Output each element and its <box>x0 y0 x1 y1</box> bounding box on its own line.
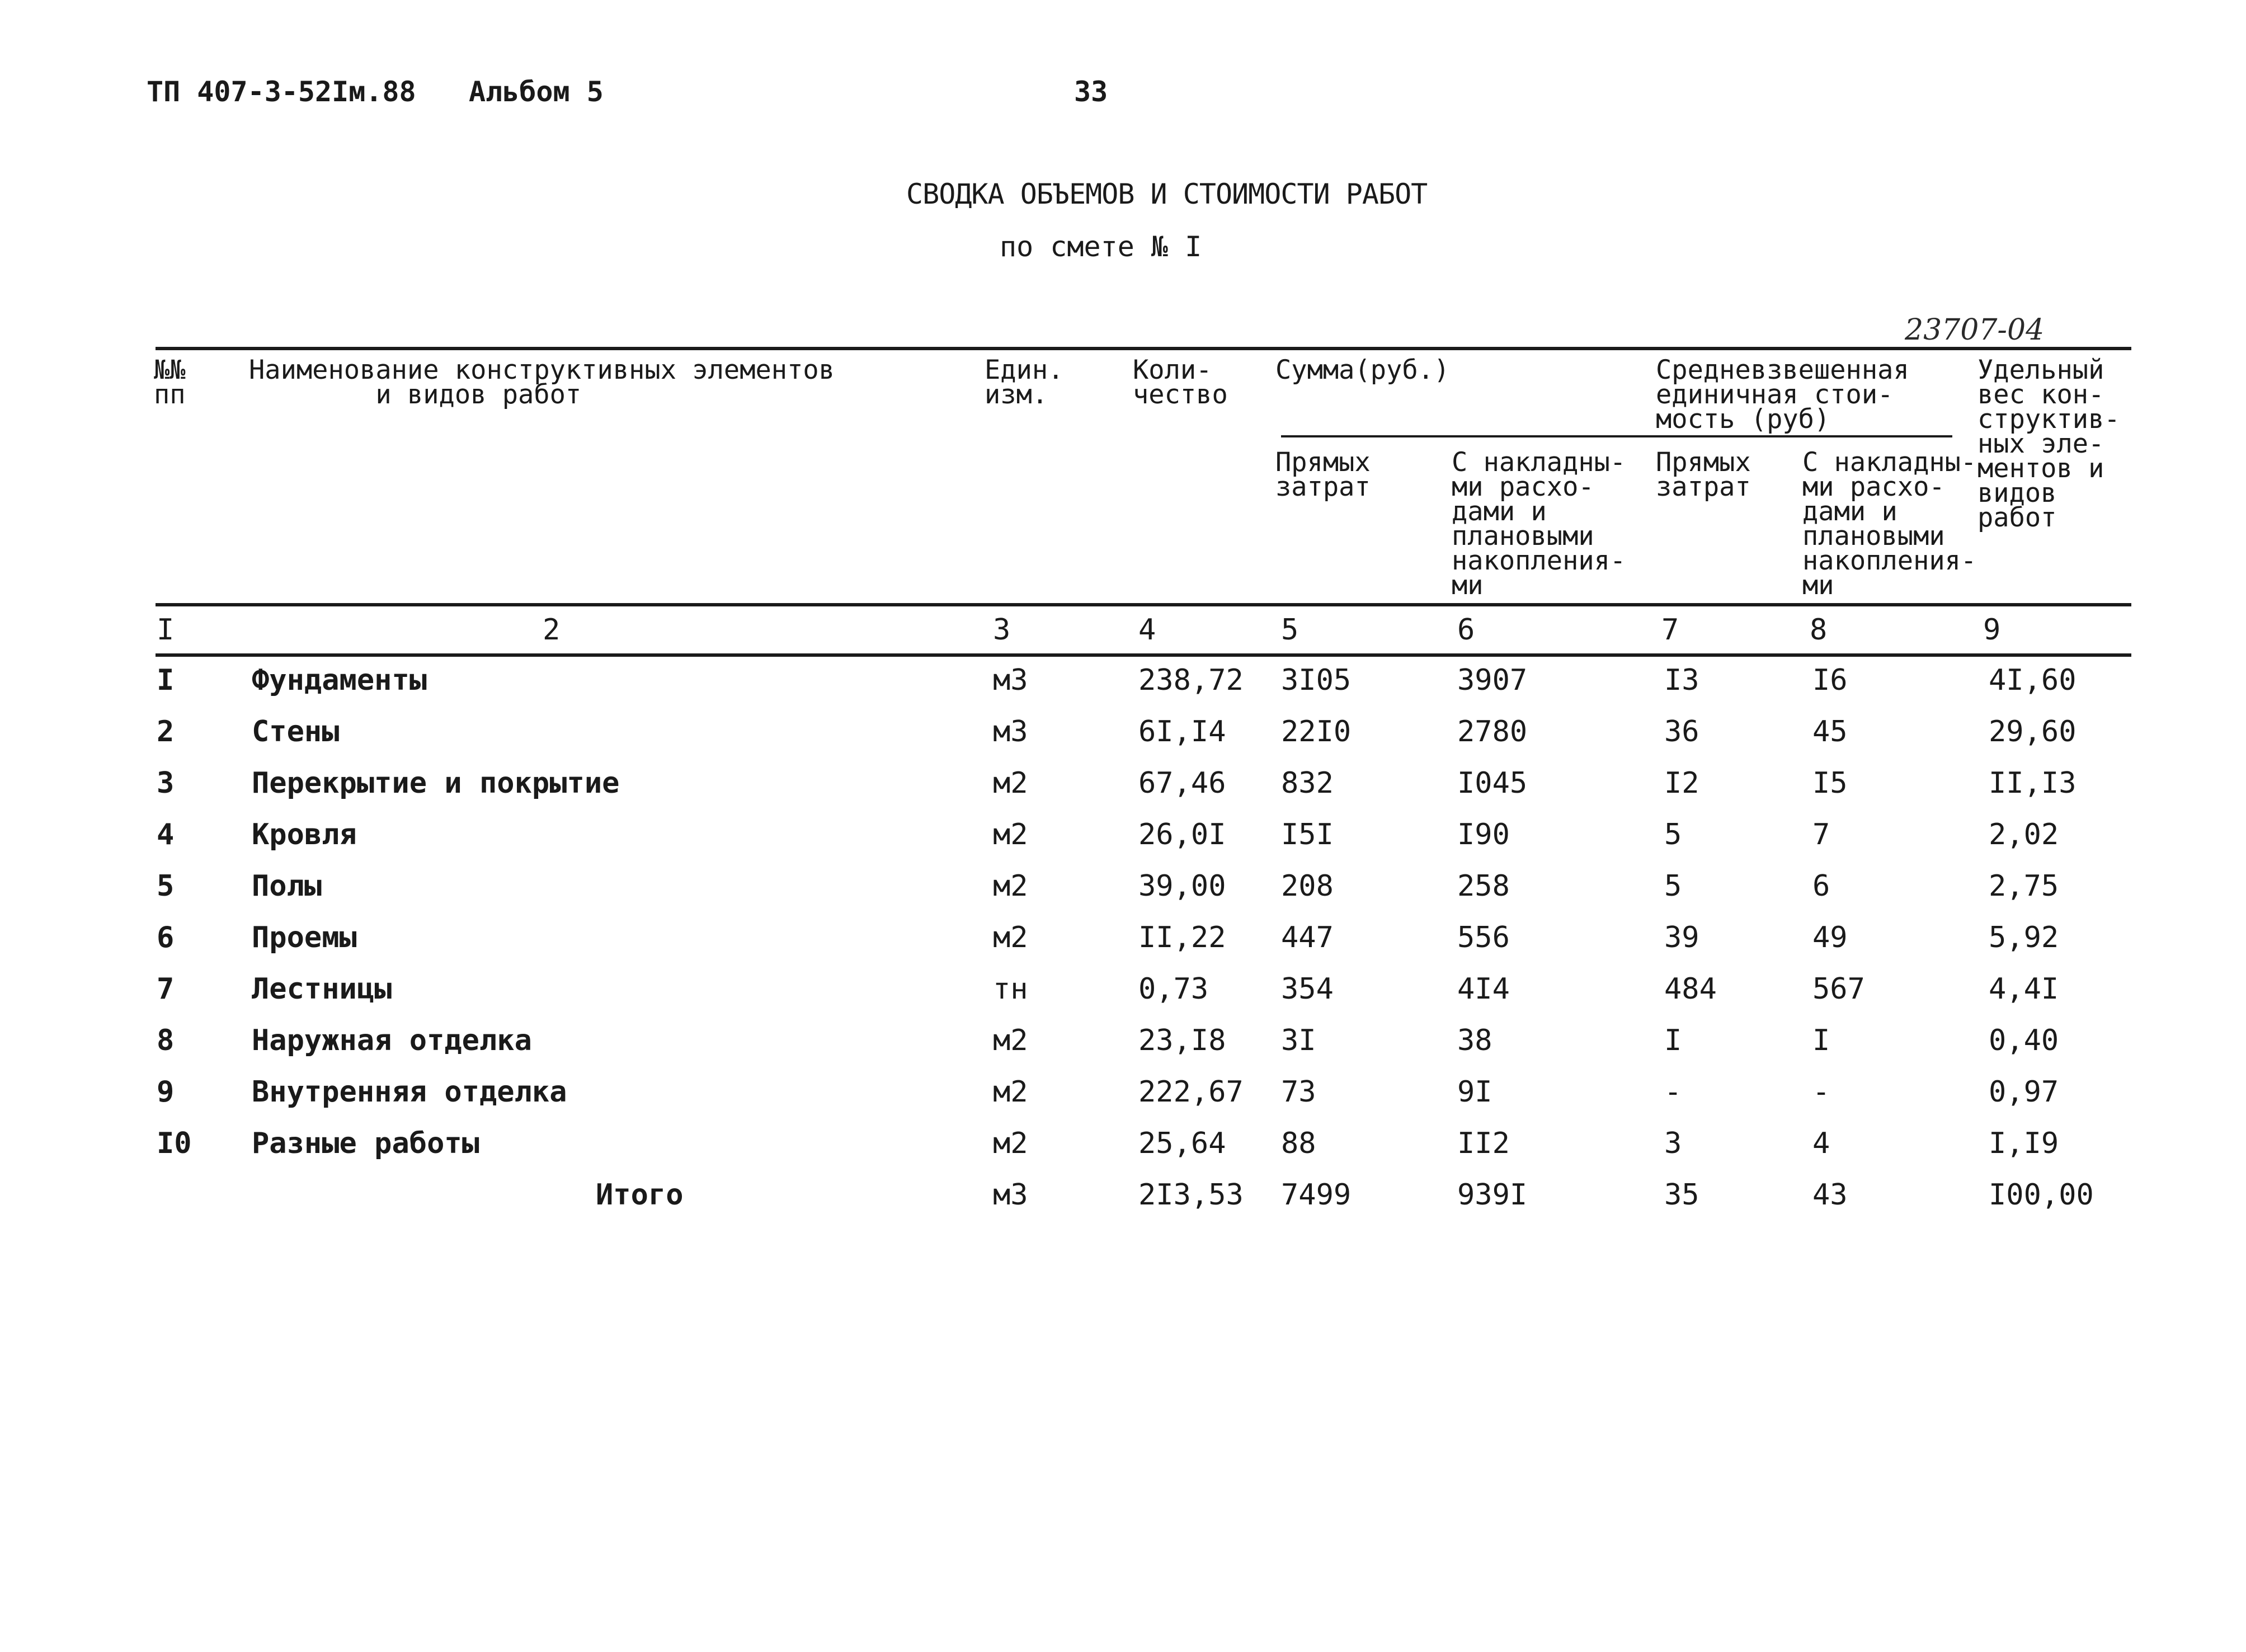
header-sum-direct: Прямых затрат <box>1275 447 1371 502</box>
table-row <box>0 921 2246 972</box>
handwritten-mark: 23707-04 <box>1905 313 2045 347</box>
row-sum-direct: 88 <box>1281 1127 1316 1160</box>
table-row <box>0 715 2246 766</box>
total-qty: 2I3,53 <box>1138 1178 1244 1212</box>
row-avg-overhead: 6 <box>1812 869 1830 903</box>
row-no: 6 <box>157 921 175 954</box>
row-sum-direct: 3I <box>1281 1024 1316 1057</box>
row-avg-overhead: I6 <box>1812 663 1848 697</box>
row-name: Перекрытие и покрытие <box>252 766 620 800</box>
header-unit: Един. изм. <box>985 355 1064 410</box>
row-share: II,I3 <box>1989 766 2077 800</box>
colnum-7: 7 <box>1661 613 1679 647</box>
row-name: Кровля <box>252 818 357 851</box>
row-avg-direct: 39 <box>1664 921 1699 954</box>
row-qty: 26,0I <box>1138 818 1226 851</box>
page-title: СВОДКА ОБЪЕМОВ И СТОИМОСТИ РАБОТ <box>906 178 1428 210</box>
colnum-3: 3 <box>993 613 1011 647</box>
header-bottom-rule <box>156 603 2131 606</box>
row-avg-overhead: 45 <box>1812 715 1848 749</box>
album-label: Альбом 5 <box>469 76 604 108</box>
row-no: 4 <box>157 818 175 851</box>
row-sum-overhead: 4I4 <box>1457 972 1510 1006</box>
row-share: 4I,60 <box>1989 663 2077 697</box>
colnum-5: 5 <box>1281 613 1299 647</box>
row-no: 7 <box>157 972 175 1006</box>
total-label: Итого <box>596 1178 684 1212</box>
group-underline-avg <box>1650 435 1941 437</box>
row-sum-direct: 832 <box>1281 766 1334 800</box>
row-qty: 6I,I4 <box>1138 715 1226 749</box>
table-row <box>0 818 2246 869</box>
row-avg-direct: - <box>1664 1075 1682 1109</box>
row-unit: м3 <box>993 663 1028 697</box>
page-subtitle: по смете № I <box>1000 230 1202 263</box>
row-sum-direct: I5I <box>1281 818 1334 851</box>
row-avg-direct: I3 <box>1664 663 1699 697</box>
row-unit: м2 <box>993 1075 1028 1109</box>
table-row <box>0 766 2246 818</box>
colnum-bottom-rule <box>156 653 2131 657</box>
total-row <box>0 1178 2246 1230</box>
row-name: Наружная отделка <box>252 1024 532 1057</box>
row-sum-direct: 447 <box>1281 921 1334 954</box>
table-top-rule <box>156 347 2131 350</box>
header-no: №№ пп <box>154 355 186 410</box>
row-sum-overhead: 556 <box>1457 921 1510 954</box>
row-no: 2 <box>157 715 175 749</box>
row-name: Полы <box>252 869 322 903</box>
total-avg-overhead: 43 <box>1812 1178 1848 1212</box>
colnum-8: 8 <box>1810 613 1828 647</box>
row-share: 0,40 <box>1989 1024 2059 1057</box>
header-qty: Коли- чество <box>1133 355 1228 410</box>
row-avg-overhead: 567 <box>1812 972 1865 1006</box>
row-share: 0,97 <box>1989 1075 2059 1109</box>
row-unit: тн <box>993 972 1028 1006</box>
row-sum-direct: 208 <box>1281 869 1334 903</box>
row-sum-overhead: 3907 <box>1457 663 1528 697</box>
row-sum-overhead: 2780 <box>1457 715 1528 749</box>
table-row <box>0 1024 2246 1075</box>
row-name: Проемы <box>252 921 357 954</box>
table-row <box>0 1127 2246 1178</box>
row-avg-overhead: I <box>1812 1024 1830 1057</box>
page-number: 33 <box>1074 76 1108 108</box>
row-no: 8 <box>157 1024 175 1057</box>
row-share: I,I9 <box>1989 1127 2059 1160</box>
row-avg-direct: I2 <box>1664 766 1699 800</box>
row-avg-direct: 5 <box>1664 818 1682 851</box>
row-unit: м2 <box>993 869 1028 903</box>
row-qty: 39,00 <box>1138 869 1226 903</box>
row-sum-direct: 73 <box>1281 1075 1316 1109</box>
row-share: 4,4I <box>1989 972 2059 1006</box>
row-no: I0 <box>157 1127 192 1160</box>
colnum-6: 6 <box>1457 613 1475 647</box>
row-name: Разные работы <box>252 1127 479 1160</box>
row-unit: м2 <box>993 818 1028 851</box>
header-avg-group: Средневзвешенная единичная стои- мость (руб) <box>1656 355 1909 435</box>
row-share: 2,02 <box>1989 818 2059 851</box>
row-avg-direct: 484 <box>1664 972 1717 1006</box>
row-unit: м2 <box>993 1127 1028 1160</box>
row-name: Стены <box>252 715 340 749</box>
row-avg-overhead: 49 <box>1812 921 1848 954</box>
row-avg-direct: 36 <box>1664 715 1699 749</box>
row-avg-overhead: 4 <box>1812 1127 1830 1160</box>
row-qty: 0,73 <box>1138 972 1209 1006</box>
row-qty: 67,46 <box>1138 766 1226 800</box>
table-row <box>0 869 2246 921</box>
colnum-2: 2 <box>543 613 561 647</box>
row-no: 9 <box>157 1075 175 1109</box>
total-share: I00,00 <box>1989 1178 2094 1212</box>
row-share: 2,75 <box>1989 869 2059 903</box>
row-name: Лестницы <box>252 972 392 1006</box>
row-sum-overhead: 38 <box>1457 1024 1492 1057</box>
colnum-9: 9 <box>1983 613 2001 647</box>
row-qty: 238,72 <box>1138 663 1244 697</box>
row-unit: м3 <box>993 715 1028 749</box>
row-sum-direct: 3I05 <box>1281 663 1352 697</box>
row-name: Внутренняя отделка <box>252 1075 567 1109</box>
row-unit: м2 <box>993 921 1028 954</box>
row-avg-overhead: 7 <box>1812 818 1830 851</box>
header-share: Удельный вес кон- структив- ных эле- ментов и видов работ <box>1977 355 2120 533</box>
row-share: 29,60 <box>1989 715 2077 749</box>
row-unit: м2 <box>993 1024 1028 1057</box>
total-sum-direct: 7499 <box>1281 1178 1352 1212</box>
row-no: 5 <box>157 869 175 903</box>
total-sum-overhead: 939I <box>1457 1178 1528 1212</box>
table-row <box>0 1075 2246 1127</box>
row-avg-direct: 5 <box>1664 869 1682 903</box>
row-avg-overhead: - <box>1812 1075 1830 1109</box>
row-sum-overhead: 258 <box>1457 869 1510 903</box>
row-sum-overhead: I90 <box>1457 818 1510 851</box>
row-qty: 23,I8 <box>1138 1024 1226 1057</box>
row-sum-overhead: 9I <box>1457 1075 1492 1109</box>
row-qty: 25,64 <box>1138 1127 1226 1160</box>
header-sum-group: Сумма(руб.) <box>1275 355 1450 385</box>
row-no: I <box>157 663 175 697</box>
total-avg-direct: 35 <box>1664 1178 1699 1212</box>
total-unit: м3 <box>993 1178 1028 1212</box>
header-avg-direct: Прямых затрат <box>1656 447 1751 502</box>
row-avg-direct: 3 <box>1664 1127 1682 1160</box>
row-qty: II,22 <box>1138 921 1226 954</box>
row-share: 5,92 <box>1989 921 2059 954</box>
row-qty: 222,67 <box>1138 1075 1244 1109</box>
colnum-4: 4 <box>1138 613 1156 647</box>
header-avg-overhead: С накладны- ми расхо- дами и плановыми накопления- ми <box>1802 447 1977 601</box>
doc-ref: ТП 407-3-52Iм.88 <box>147 76 416 108</box>
row-sum-overhead: I045 <box>1457 766 1528 800</box>
row-sum-direct: 22I0 <box>1281 715 1352 749</box>
row-sum-overhead: II2 <box>1457 1127 1510 1160</box>
row-name: Фундаменты <box>252 663 427 697</box>
row-avg-direct: I <box>1664 1024 1682 1057</box>
row-no: 3 <box>157 766 175 800</box>
row-sum-direct: 354 <box>1281 972 1334 1006</box>
colnum-1: I <box>157 613 175 647</box>
table-row <box>0 972 2246 1024</box>
row-unit: м2 <box>993 766 1028 800</box>
row-avg-overhead: I5 <box>1812 766 1848 800</box>
header-name: Наименование конструктивных элементов и видов работ <box>249 355 835 410</box>
header-sum-overhead: С накладны- ми расхо- дами и плановыми накопления- ми <box>1452 447 1626 601</box>
table-row <box>0 663 2246 715</box>
